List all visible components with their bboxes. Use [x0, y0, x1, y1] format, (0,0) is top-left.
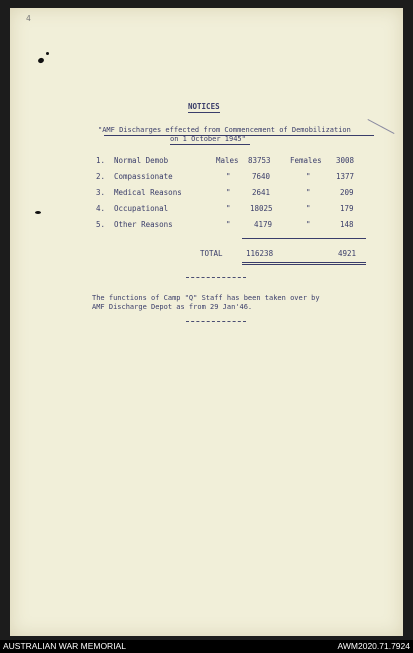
- females-value: 148: [340, 220, 354, 229]
- row-number: 5.: [96, 220, 106, 229]
- document-page: [10, 8, 403, 636]
- pencil-stroke: [368, 119, 395, 134]
- corner-mark: 4: [26, 14, 31, 23]
- title-underline-2: [170, 144, 250, 145]
- males-label: ": [226, 172, 231, 181]
- row-label: Other Reasons: [114, 220, 173, 229]
- heading-underline: [188, 112, 220, 113]
- males-label: Males: [216, 156, 239, 165]
- row-label: Medical Reasons: [114, 188, 182, 197]
- ink-blot-2: [46, 52, 49, 55]
- total-rule-top: [242, 238, 366, 239]
- ink-blot-1: [37, 57, 44, 64]
- total-rule-double-2: [242, 264, 366, 265]
- note-line-2: AMF Discharge Depot as from 29 Jan'46.: [92, 303, 253, 311]
- males-value: 18025: [250, 204, 273, 213]
- females-label: ": [306, 172, 311, 181]
- total-rule-double-1: [242, 262, 366, 263]
- females-value: 3008: [336, 156, 355, 165]
- males-value: 2641: [252, 188, 271, 197]
- total-males: 116238: [246, 249, 274, 258]
- total-label: TOTAL: [200, 249, 223, 258]
- females-value: 179: [340, 204, 354, 213]
- females-label: ": [306, 188, 311, 197]
- row-number: 2.: [96, 172, 106, 181]
- total-females: 4921: [338, 249, 357, 258]
- separator-dash-1: [186, 277, 246, 278]
- row-number: 4.: [96, 204, 106, 213]
- males-value: 7640: [252, 172, 271, 181]
- females-label: Females: [290, 156, 322, 165]
- females-label: ": [306, 220, 311, 229]
- row-label: Normal Demob: [114, 156, 169, 165]
- row-label: Compassionate: [114, 172, 173, 181]
- row-number: 1.: [96, 156, 106, 165]
- archive-footer: [0, 640, 413, 653]
- footer-institution: AUSTRALIAN WAR MEMORIAL: [3, 641, 126, 651]
- females-label: ": [306, 204, 311, 213]
- separator-dash-2: [186, 321, 246, 322]
- title-line-2: on 1 October 1945": [170, 135, 246, 143]
- row-number: 3.: [96, 188, 106, 197]
- note-line-1: The functions of Camp "Q" Staff has been taken over by: [92, 294, 320, 302]
- row-label: Occupational: [114, 204, 169, 213]
- footer-accession-number: AWM2020.71.7924: [337, 641, 410, 651]
- title-line-1: "AMF Discharges effected from Commencement of Demobilization: [98, 126, 351, 134]
- males-label: ": [226, 188, 231, 197]
- females-value: 1377: [336, 172, 355, 181]
- females-value: 209: [340, 188, 354, 197]
- notice-heading: NOTICES: [188, 102, 220, 111]
- ink-blot-3: [35, 211, 41, 214]
- males-value: 83753: [248, 156, 271, 165]
- males-value: 4179: [254, 220, 273, 229]
- males-label: ": [226, 204, 231, 213]
- males-label: ": [226, 220, 231, 229]
